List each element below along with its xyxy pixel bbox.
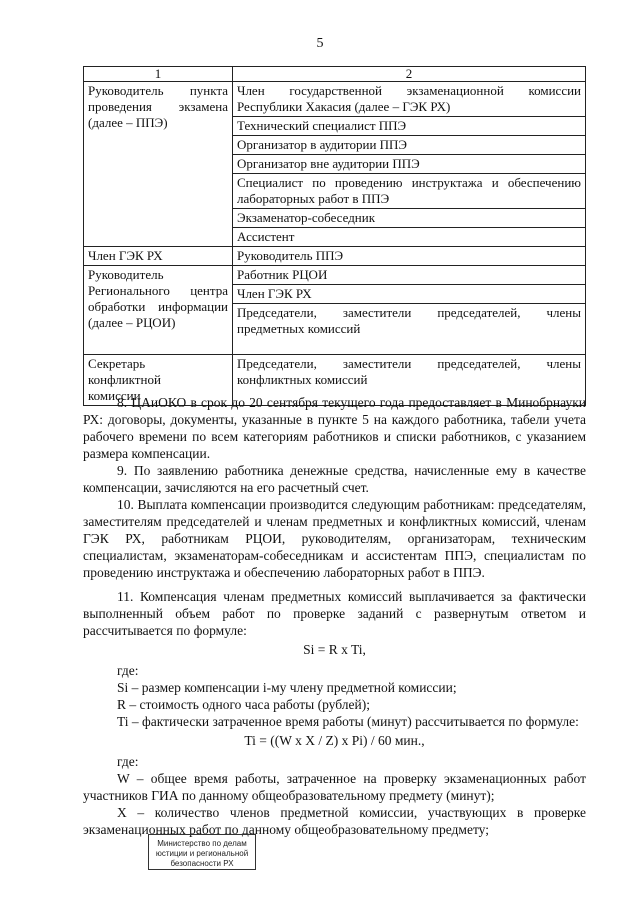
- table-cell-left: Руководитель Регионального центра обработки информации (далее – РЦОИ): [84, 266, 233, 355]
- stamp-line: юстиции и региональной: [155, 849, 249, 858]
- table-cell-right: Организатор вне аудитории ППЭ: [233, 155, 586, 174]
- paragraph-9: 9. По заявлению работника денежные средства, начисленные ему в качестве компенсации, зачисляются на его расчетный счет.: [83, 463, 586, 495]
- table-cell-right: Организатор в аудитории ППЭ: [233, 136, 586, 155]
- table-cell-left: Руководитель пункта проведения экзамена (далее – ППЭ): [84, 82, 233, 247]
- paragraph-8: 8. ЦАиОКО в срок до 20 сентября текущего года предоставляет в Минобрнауки РХ: договоры, документы, указанные в пункте 5 на каждого работника, табели учета рабочего времени по всем категориям работников и списки работников, с указанием размера компенсации.: [83, 395, 586, 461]
- ministry-stamp: [148, 834, 256, 870]
- formula-si: Si = R x Ti,: [303, 642, 366, 657]
- definition-si: Si – размер компенсации i-му члену предметной комиссии;: [117, 680, 457, 695]
- definition-w: W – общее время работы, затраченное на проверку экзаменационных работ участников ГИА по данному общеобразовательному предмету (минут);: [83, 771, 586, 803]
- table-cell-right: Ассистент: [233, 228, 586, 247]
- definition-r: R – стоимость одного часа работы (рублей);: [117, 697, 370, 712]
- table-cell-right: Технический специалист ППЭ: [233, 117, 586, 136]
- table-row: [84, 247, 586, 266]
- compensation-table: [83, 66, 586, 406]
- table-header-col2: 2: [233, 67, 586, 82]
- table-cell-right: Работник РЦОИ: [233, 266, 586, 285]
- formula-ti: Ti = ((W x X / Z) x Pi) / 60 мин.,: [244, 733, 425, 748]
- table-cell-right: Член государственной экзаменационной комиссии Республики Хакасия (далее – ГЭК РХ): [233, 82, 586, 117]
- table-cell-left: Член ГЭК РХ: [84, 247, 233, 266]
- table-header-col1: 1: [84, 67, 233, 82]
- paragraph-10: 10. Выплата компенсации производится следующим работникам: председателям, заместителям председателей и членам предметных и конфликтных комиссий, членам ГЭК РХ, работникам РЦОИ, руководителям, организаторам, техническим специалистам, экзаменаторам-собеседникам и ассистентам ППЭ, специалистам по проведению инструктажа и обеспечению лабораторных работ в ППЭ.: [83, 497, 586, 580]
- table-header-row: [84, 67, 586, 82]
- table-cell-right: Специалист по проведению инструктажа и обеспечению лабораторных работ в ППЭ: [233, 174, 586, 209]
- table-row: [84, 266, 586, 285]
- table-cell-right: Председатели, заместители председателей, члены предметных комиссий: [233, 304, 586, 355]
- paragraph-11: 11. Компенсация членам предметных комиссий выплачивается за фактически выполненный объем работ по проверке заданий с развернутым ответом и рассчитывается по формуле:: [83, 589, 586, 638]
- formula-section: [83, 588, 586, 838]
- body-text: [83, 394, 586, 581]
- table-cell-right: Экзаменатор-собеседник: [233, 209, 586, 228]
- table-cell-right: Председатели, заместители председателей, члены конфликтных комиссий: [233, 355, 586, 406]
- table-cell-right: Руководитель ППЭ: [233, 247, 586, 266]
- where-label: где:: [117, 754, 139, 769]
- table-cell-right: Член ГЭК РХ: [233, 285, 586, 304]
- table-cell-left: Секретарь конфликтной комиссии: [84, 355, 233, 406]
- page-number: 5: [316, 36, 324, 51]
- stamp-line: Министерство по делам: [157, 839, 247, 848]
- definition-x: X – количество членов предметной комиссии, участвующих в проверке экзаменационных работ по данному общеобразовательному предмету;: [83, 805, 586, 837]
- stamp-line: безопасности РХ: [170, 859, 234, 868]
- where-label: где:: [117, 663, 139, 678]
- definition-ti: Ti – фактически затраченное время работы (минут) рассчитывается по формуле:: [117, 714, 579, 729]
- table-row: [84, 82, 586, 117]
